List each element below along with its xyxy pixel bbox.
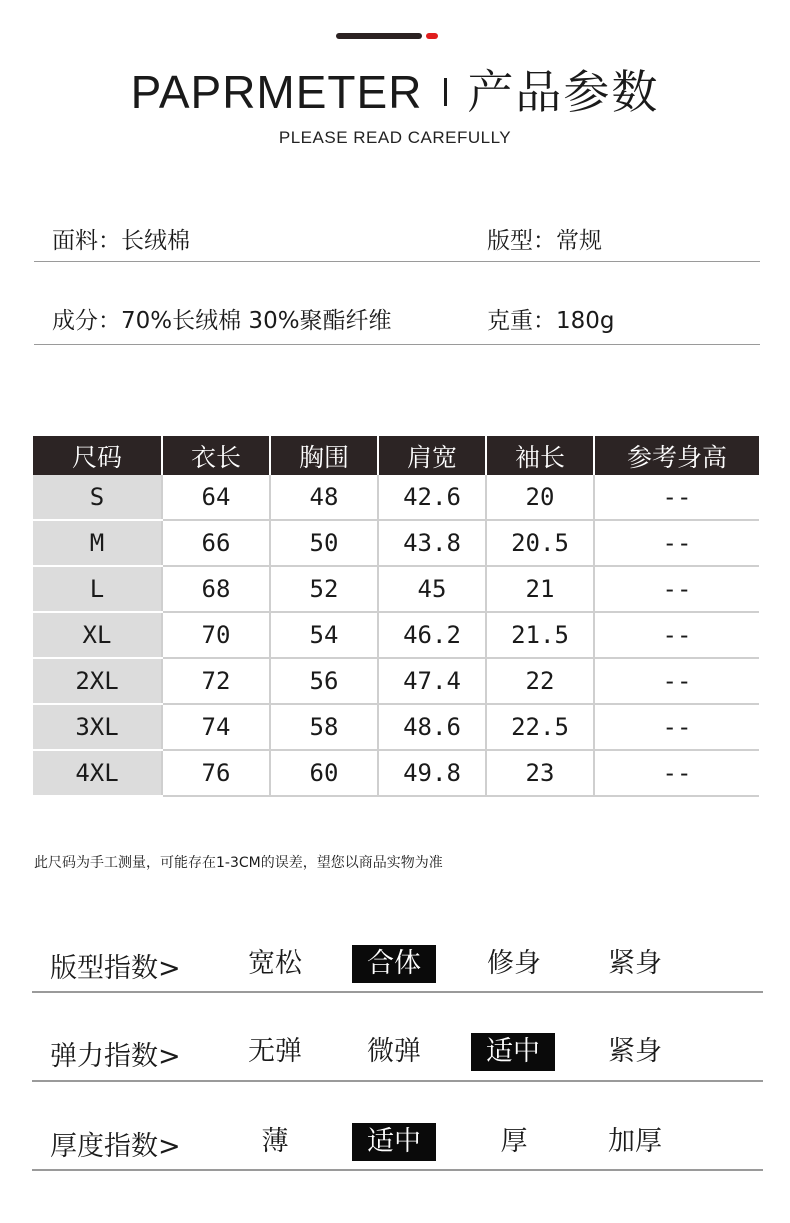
table-cell: 49.8 (378, 750, 486, 796)
table-cell: 22.5 (486, 704, 594, 750)
table-row (33, 566, 759, 612)
size-cell: L (33, 566, 162, 612)
thickness-index-option: 加厚 (608, 1126, 662, 1157)
table-cell: 58 (270, 704, 378, 750)
page-subtitle: PLEASE READ CAREFULLY (278, 128, 512, 147)
table-cell: 76 (162, 750, 270, 796)
elasticity-index-option: 无弹 (248, 1036, 302, 1067)
fit-index-option: 宽松 (248, 948, 302, 979)
fit-index-option: 修身 (487, 948, 541, 979)
column-header: 参考身高 (594, 436, 759, 475)
table-cell: 56 (270, 658, 378, 704)
table-cell: 43.8 (378, 520, 486, 566)
table-cell: 70 (162, 612, 270, 658)
index-divider (32, 1080, 763, 1082)
table-cell: 45 (378, 566, 486, 612)
table-cell: 66 (162, 520, 270, 566)
page-title (0, 62, 790, 122)
table-cell: 52 (270, 566, 378, 612)
title-cn: 产品参数 (467, 65, 660, 119)
table-cell: 22 (486, 658, 594, 704)
fit-index-label: 版型指数> (50, 953, 181, 984)
table-cell: -- (594, 750, 759, 796)
thickness-index-label: 厚度指数> (50, 1131, 181, 1162)
table-cell: 54 (270, 612, 378, 658)
column-header: 肩宽 (378, 436, 486, 475)
table-cell: 42.6 (378, 475, 486, 520)
spec-fabric: 面料：长绒棉 (52, 228, 190, 254)
size-cell: XL (33, 612, 162, 658)
decor-bar (336, 33, 422, 39)
spec-weight: 克重：180g (487, 308, 615, 334)
thickness-index-option: 薄 (261, 1126, 289, 1157)
measurement-note: 此尺码为手工测量，可能存在1-3CM的误差，望您以商品实物为准 (34, 855, 443, 871)
title-separator (444, 78, 447, 106)
table-cell: 21.5 (486, 612, 594, 658)
spec-fit: 版型：常规 (487, 228, 602, 254)
table-row (33, 520, 759, 566)
decor-red-dot (426, 33, 438, 39)
table-cell: -- (594, 520, 759, 566)
index-divider (32, 1169, 763, 1171)
table-cell: 21 (486, 566, 594, 612)
elasticity-index-option: 紧身 (608, 1036, 662, 1067)
size-cell: 3XL (33, 704, 162, 750)
spec-divider (34, 261, 760, 262)
size-cell: 2XL (33, 658, 162, 704)
table-cell: 47.4 (378, 658, 486, 704)
table-cell: 74 (162, 704, 270, 750)
elasticity-index-label: 弹力指数> (50, 1041, 181, 1072)
column-header: 衣长 (162, 436, 270, 475)
size-cell: 4XL (33, 750, 162, 796)
table-header-row (33, 436, 759, 475)
table-cell: 50 (270, 520, 378, 566)
size-cell: S (33, 475, 162, 520)
index-divider (32, 991, 763, 993)
table-cell: 23 (486, 750, 594, 796)
table-cell: -- (594, 658, 759, 704)
table-cell: -- (594, 475, 759, 520)
table-cell: 48 (270, 475, 378, 520)
table-cell: 20.5 (486, 520, 594, 566)
table-cell: 64 (162, 475, 270, 520)
fit-index-option-selected: 合体 (352, 945, 436, 983)
fit-index-option: 紧身 (608, 948, 662, 979)
table-cell: -- (594, 612, 759, 658)
column-header: 袖长 (486, 436, 594, 475)
table-row (33, 750, 759, 796)
table-row (33, 475, 759, 520)
size-cell: M (33, 520, 162, 566)
elasticity-index-option-selected: 适中 (471, 1033, 555, 1071)
table-cell: 68 (162, 566, 270, 612)
table-cell: 20 (486, 475, 594, 520)
thickness-index-option: 厚 (500, 1126, 528, 1157)
elasticity-index-option: 微弹 (367, 1036, 421, 1067)
table-cell: -- (594, 566, 759, 612)
table-row (33, 658, 759, 704)
table-row (33, 704, 759, 750)
column-header: 胸围 (270, 436, 378, 475)
spec-divider (34, 344, 760, 345)
thickness-index-option-selected: 适中 (352, 1123, 436, 1161)
table-cell: -- (594, 704, 759, 750)
table-row (33, 612, 759, 658)
spec-composition: 成分：70%长绒棉 30%聚酯纤维 (52, 308, 392, 334)
table-cell: 46.2 (378, 612, 486, 658)
table-cell: 48.6 (378, 704, 486, 750)
table-cell: 72 (162, 658, 270, 704)
size-table (33, 436, 759, 797)
table-cell: 60 (270, 750, 378, 796)
title-en: PAPRMETER (130, 66, 423, 118)
column-header: 尺码 (33, 436, 162, 475)
